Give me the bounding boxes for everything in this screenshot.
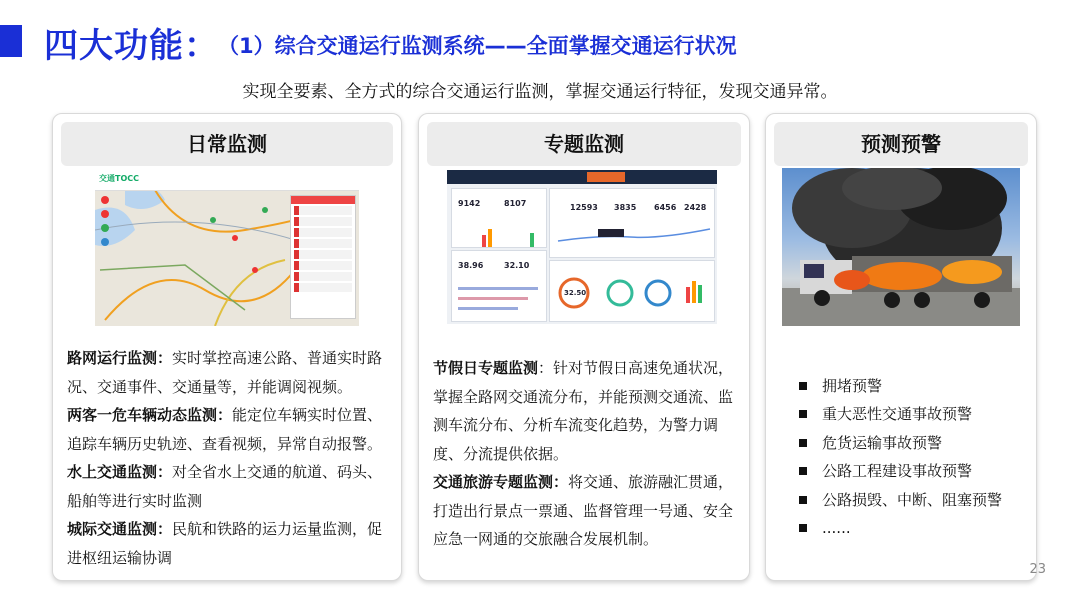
daily-monitoring-heading: 日常监测 — [61, 122, 393, 166]
bullet-icon — [799, 524, 807, 532]
warning-item: 拥堵预警 — [796, 372, 1002, 400]
bullet-icon — [799, 439, 807, 447]
desc-item: 路网运行监测：实时掌控高速公路、普通实时路况、交通事件、交通量等，并能调阅视频。 — [67, 349, 383, 396]
intro-text: 实现全要素、全方式的综合交通运行监测，掌握交通运行特征，发现交通异常。 — [242, 82, 838, 102]
bullet-icon — [799, 467, 807, 475]
warning-list — [796, 372, 1002, 542]
forecast-warning-heading: 预测预警 — [774, 122, 1028, 166]
desc-item: 交通旅游专题监测：将交通、旅游融汇贯通，打造出行景点一票通、监督管理一号通、安全应急一网通的交旅融合发展机制。 — [433, 473, 734, 548]
title-accent-bar — [0, 25, 22, 57]
page-subtitle: （1）综合交通运行监测系统——全面掌握交通运行状况 — [218, 34, 737, 58]
desc-item: 节假日专题监测：针对节假日高速免通状况，掌握全路网交通流分布，并能预测交通流、监测车流分布、分析车流变化趋势，为警力调度、分流提供依据。 — [433, 359, 734, 463]
warning-item: 危货运输事故预警 — [796, 429, 1002, 457]
page-title: 四大功能： — [44, 26, 219, 66]
holiday-dashboard-screenshot: 9142 8107 38.96 32.10 12593 3835 6456 2428 32.50 — [447, 170, 717, 324]
forecast-warning-card — [765, 113, 1037, 581]
truck-fire-photo — [782, 168, 1020, 326]
desc-item: 城际交通监测：民航和铁路的运力运量监测，促进枢纽运输协调 — [67, 520, 383, 567]
road-network-map-screenshot: 交通TOCC — [95, 170, 359, 326]
desc-item: 水上交通监测：对全省水上交通的航道、码头、船舶等进行实时监测 — [67, 463, 383, 510]
desc-item: 两客一危车辆动态监测：能定位车辆实时位置、追踪车辆历史轨迹、查看视频，异常自动报警。 — [67, 406, 383, 453]
warning-item: 公路工程建设事故预警 — [796, 457, 1002, 485]
bullet-icon — [799, 496, 807, 504]
topic-monitoring-heading: 专题监测 — [427, 122, 741, 166]
bullet-icon — [799, 382, 807, 390]
warning-item: 公路损毁、中断、阻塞预警 — [796, 486, 1002, 514]
daily-monitoring-card — [52, 113, 402, 581]
page-number: 23 — [1029, 562, 1046, 577]
warning-item: ...... — [796, 514, 1002, 542]
topic-monitoring-description — [433, 354, 743, 554]
daily-monitoring-description — [67, 344, 393, 572]
bullet-icon — [799, 410, 807, 418]
topic-monitoring-card — [418, 113, 750, 581]
warning-item: 重大恶性交通事故预警 — [796, 400, 1002, 428]
